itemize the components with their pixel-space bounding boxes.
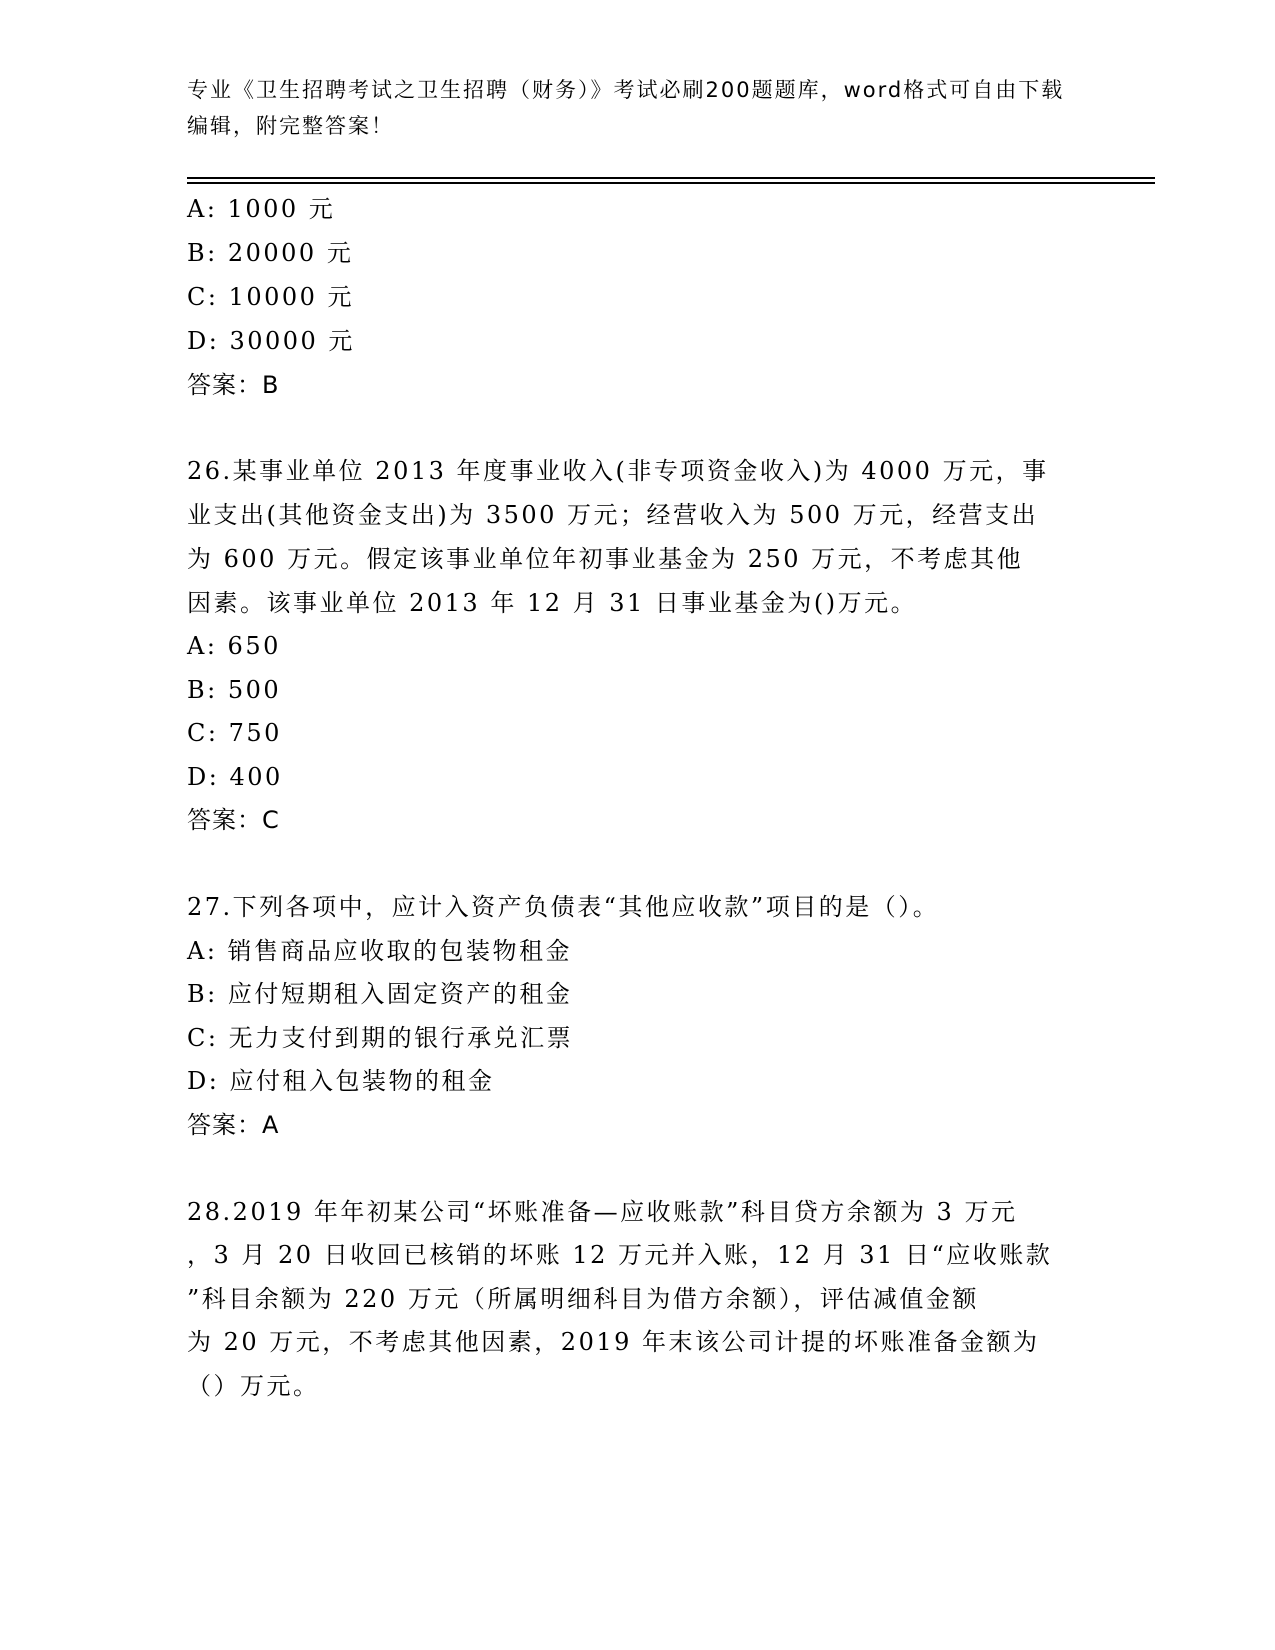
q28-stem-line-5: （）万元。 [187,1372,320,1400]
header-divider-top [187,177,1155,179]
q27-stem: 27.下列各项中，应计入资产负债表“其他应收款”项目的是（）。 [187,893,940,921]
q26-option-a: A: 650 [187,632,281,660]
q26-stem-line-2: 业支出(其他资金支出)为 3500 万元；经营收入为 500 万元，经营支出 [187,501,1039,529]
q27-option-a: A: 销售商品应收取的包装物租金 [187,937,573,965]
header-divider-bottom [187,182,1155,184]
document-header: 专业《卫生招聘考试之卫生招聘（财务）》考试必刷200题题库，word格式可自由下载编辑，附完整答案！ [187,78,1065,138]
q25-option-c: C: 10000 元 [187,283,355,311]
q27-option-c: C: 无力支付到期的银行承兑汇票 [187,1024,574,1052]
q25-answer: 答案：B [187,371,280,399]
q26-stem-line-4: 因素。该事业单位 2013 年 12 月 31 日事业基金为()万元。 [187,589,918,617]
q27-option-d: D: 应付租入包装物的租金 [187,1067,495,1095]
q28-stem-line-3: ”科目余额为 220 万元（所属明细科目为借方余额），评估减值金额 [187,1285,979,1313]
q26-option-b: B: 500 [187,676,282,704]
q28-stem-line-4: 为 20 万元，不考虑其他因素，2019 年末该公司计提的坏账准备金额为 [187,1328,1040,1356]
q25-option-b: B: 20000 元 [187,239,354,267]
q25-option-d: D: 30000 元 [187,327,355,355]
q28-stem-line-2: ，3 月 20 日收回已核销的坏账 12 万元并入账，12 月 31 日“应收账款 [187,1241,1053,1269]
q26-option-c: C: 750 [187,719,282,747]
q28-stem-line-1: 28.2019 年年初某公司“坏账准备—应收账款”科目贷方余额为 3 万元 [187,1198,1018,1226]
q27-option-b: B: 应付短期租入固定资产的租金 [187,980,573,1008]
q27-answer: 答案：A [187,1111,280,1139]
q25-option-a: A: 1000 元 [187,195,336,223]
q26-stem-line-1: 26.某事业单位 2013 年度事业收入(非专项资金收入)为 4000 万元，事 [187,457,1049,485]
q26-option-d: D: 400 [187,763,283,791]
q26-stem-line-3: 为 600 万元。假定该事业单位年初事业基金为 250 万元，不考虑其他 [187,545,1024,573]
q26-answer: 答案：C [187,806,280,834]
